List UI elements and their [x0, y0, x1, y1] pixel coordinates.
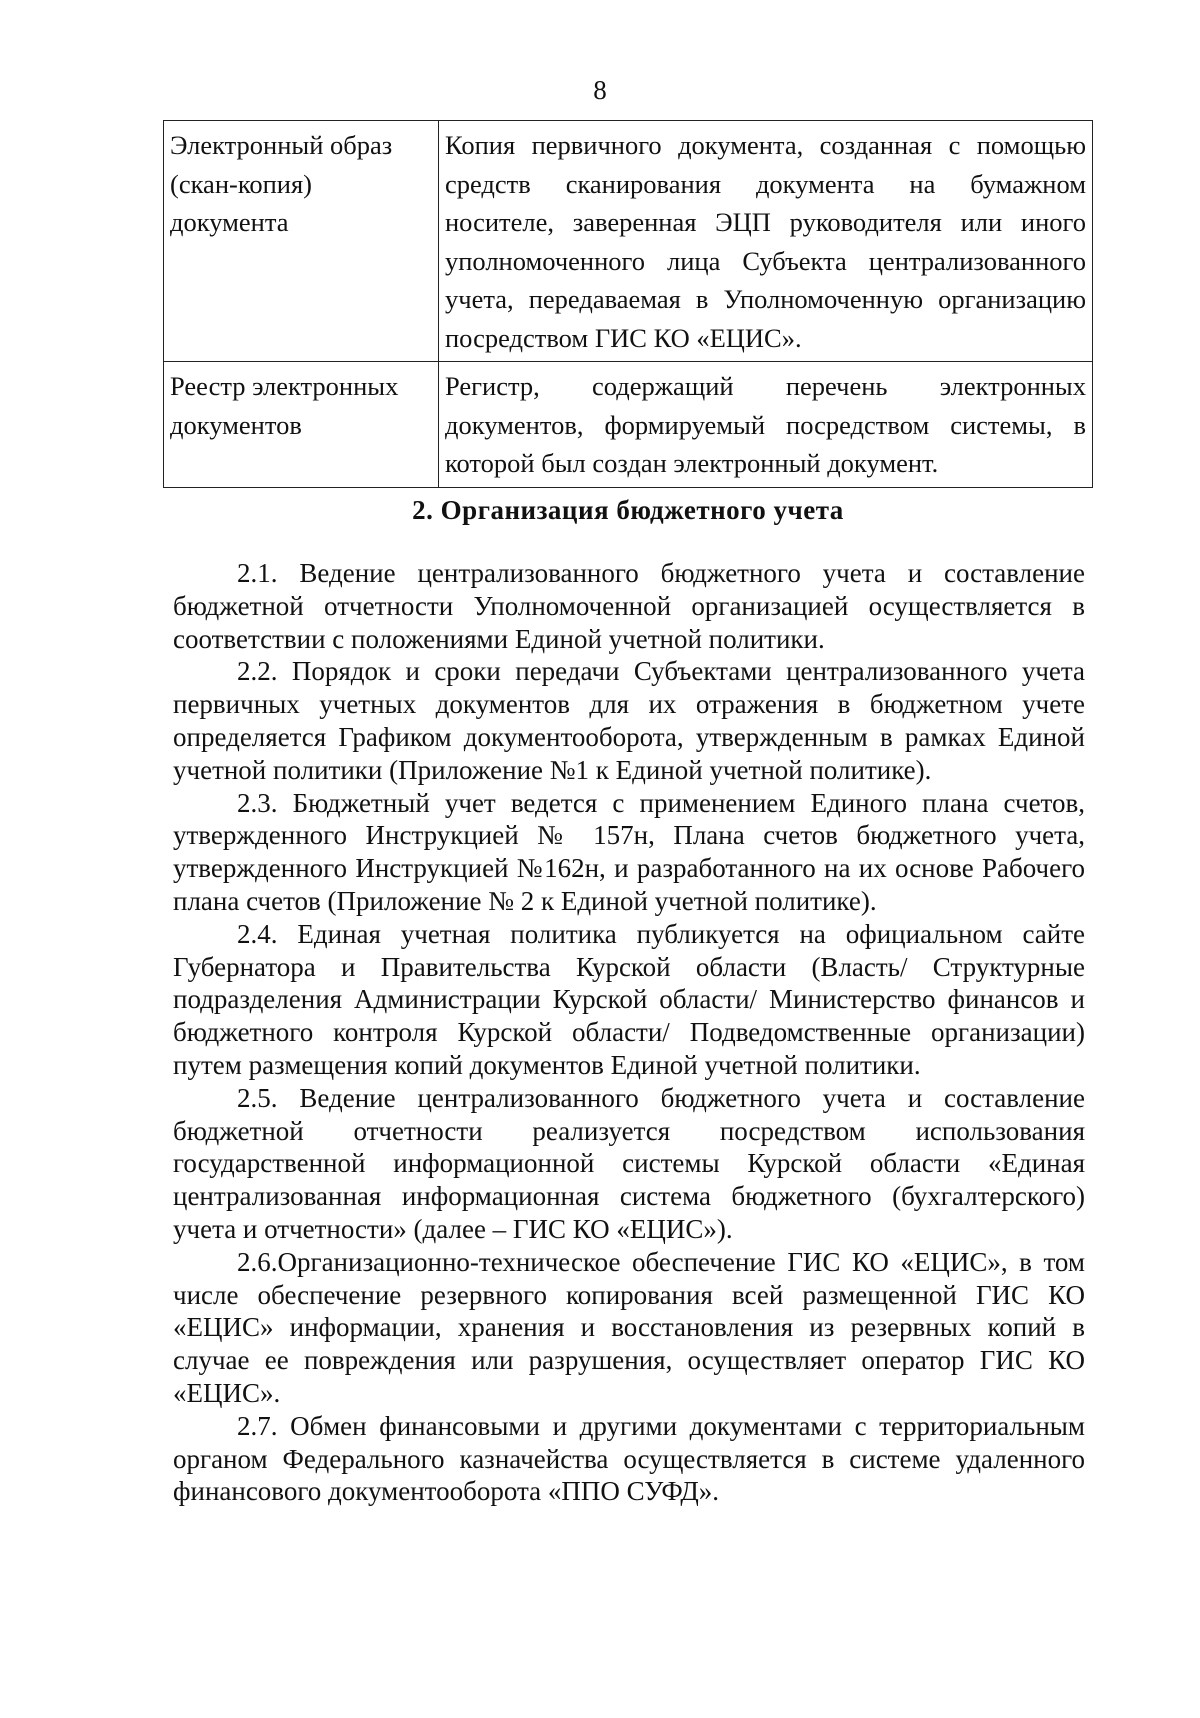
paragraph-2-5: 2.5. Ведение централизованного бюджетного учета и составление бюджетной отчетности реализуется посредством использования государственной информационной системы Курской области «Единая централизованная информационная система бюджетного (бухгалтерского) учета и отчетности» (далее – ГИС КО «ЕЦИС»).: [173, 1082, 1085, 1244]
paragraph-2-1: 2.1. Ведение централизованного бюджетного учета и составление бюджетной отчетности Уполномоченной организацией осуществляется в соответствии с положениями Единой учетной политики.: [173, 558, 1085, 654]
paragraph-2-7: 2.7. Обмен финансовыми и другими документами с территориальным органом Федерального казначейства осуществляется в системе удаленного финансового документооборота «ППО СУФД».: [173, 1410, 1085, 1507]
paragraph-2-3: 2.3. Бюджетный учет ведется с применением Единого плана счетов, утвержденного Инструкцией № 157н, Плана счетов бюджетного учета, утвержденного Инструкцией №162н, и разработанного на их основе Рабочего плана счетов (Приложение № 2 к Единой учетной политике).: [173, 787, 1085, 916]
table-row: [164, 121, 1093, 362]
section-title: 2. Организация бюджетного учета: [412, 495, 844, 525]
table-row: [164, 362, 1093, 488]
definition-cell: Копия первичного документа, созданная с помощью средств сканирования документа на бумажном носителе, заверенная ЭЦП руководителя или иного уполномоченного лица Субъекта централизованного учета, передаваемая в Уполномоченную организацию посредством ГИС КО «ЕЦИС».: [439, 121, 1093, 362]
paragraph-2-6: 2.6.Организационно-техническое обеспечение ГИС КО «ЕЦИС», в том числе обеспечение резервного копирования всей размещенной ГИС КО «ЕЦИС» информации, хранения и восстановления из резервных копий в случае ее повреждения или разрушения, осуществляет оператор ГИС КО «ЕЦИС».: [173, 1246, 1085, 1408]
page-number: 8: [593, 75, 607, 105]
paragraph-2-4: 2.4. Единая учетная политика публикуется на официальном сайте Губернатора и Правительства Курской области (Власть/ Структурные подразделения Администрации Курской области/ Министерство финансов и бюджетного контроля Курской области/ Подведомственные организации) путем размещения копий документов Единой учетной политики.: [173, 918, 1085, 1080]
definition-cell: Регистр, содержащий перечень электронных документов, формируемый посредством системы, в которой был создан электронный документ.: [439, 362, 1093, 488]
term-cell: Электронный образ (скан-копия) документа: [164, 121, 439, 362]
section-body: [173, 557, 1085, 1508]
term-cell: Реестр электронных документов: [164, 362, 439, 488]
definitions-table: [163, 120, 1093, 488]
paragraph-2-2: 2.2. Порядок и сроки передачи Субъектами централизованного учета первичных учетных документов для их отражения в бюджетном учете определяется Графиком документооборота, утвержденным в рамках Единой учетной политики (Приложение №1 к Единой учетной политике).: [173, 656, 1085, 785]
